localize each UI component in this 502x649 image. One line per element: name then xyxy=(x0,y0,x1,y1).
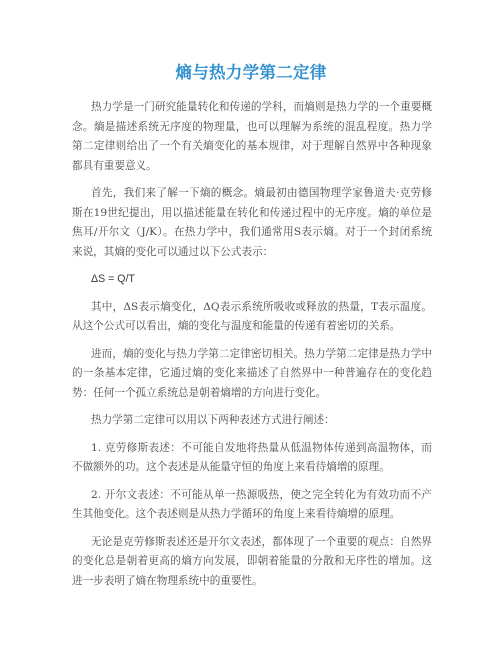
paragraph-entropy-concept: 首先，我们来了解一下熵的概念。熵最初由德国物理学家鲁道夫·克劳修斯在19世纪提出，用以描述能量在转化和传递过程中的无序度。熵的单位是焦耳/开尔文（J/K）。在热力学中，我们通常用S表示熵。对于一个封闭系统来说，其熵的变化可以通过以下公式表示： xyxy=(72,187,432,258)
paragraph-kelvin-statement: 2. 开尔文表述：不可能从单一热源吸热，使之完全转化为有效功而不产生其他变化。这个表述则是从热力学循环的角度上来看待熵增的原理。 xyxy=(72,488,432,520)
paragraph-clausius-statement: 1. 克劳修斯表述：不可能自发地将热量从低温物体传递到高温物体，而不做额外的功。这个表述是从能量守恒的角度上来看待熵增的原理。 xyxy=(72,441,432,473)
paragraph-conclusion: 无论是克劳修斯表述还是开尔文表述，都体现了一个重要的观点：自然界的变化总是朝着更高的熵方向发展，即朝着能量的分散和无序性的增加。这进一步表明了熵在物理系统中的重要性。 xyxy=(72,535,432,587)
paragraph-second-law: 进而，熵的变化与热力学第二定律密切相关。热力学第二定律是热力学中的一条基本定律，它通过熵的变化来描述了自然界中一种普遍存在的变化趋势：任何一个孤立系统总是朝着熵增的方向进行变化。 xyxy=(72,347,432,399)
document-title: 熵与热力学第二定律 xyxy=(175,63,327,82)
entropy-formula: ΔS = Q/T xyxy=(91,273,135,285)
paragraph-intro: 热力学是一门研究能量转化和传递的学科，而熵则是热力学的一个重要概念。熵是描述系统无序度的物理量，也可以理解为系统的混乱程度。热力学第二定律则给出了一个有关熵变化的基本规律，对于理解自然界中各种现象都具有重要意义。 xyxy=(72,101,432,172)
paragraph-two-statements: 热力学第二定律可以用以下两种表述方式进行阐述： xyxy=(91,414,335,426)
document-body xyxy=(72,98,432,599)
paragraph-formula-explanation: 其中，ΔS表示熵变化，ΔQ表示系统所吸收或释放的热量，T表示温度。从这个公式可以看出，熵的变化与温度和能量的传递有着密切的关系。 xyxy=(72,300,432,332)
